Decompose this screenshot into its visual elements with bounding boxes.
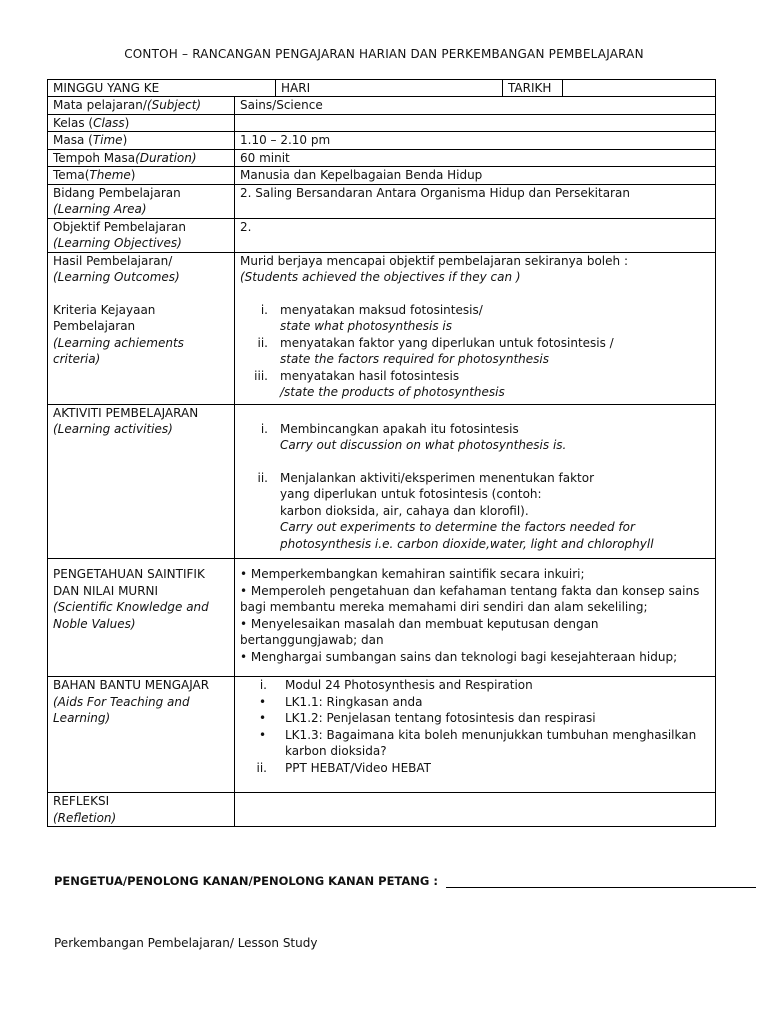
list-item: [240, 760, 710, 777]
item-text: menyatakan hasil fotosintesis: [280, 368, 460, 383]
aids-bullets: [240, 694, 710, 760]
header-row: [48, 80, 716, 97]
list-item: [240, 677, 710, 694]
time-label-en: Time: [92, 133, 123, 147]
item-text: PPT HEBAT/Video HEBAT: [285, 760, 431, 775]
outcomes-label-en: (Learning Outcomes): [53, 270, 180, 284]
activities-list: [240, 421, 710, 454]
theme-value: Manusia dan Kepelbagaian Benda Hidup: [235, 167, 716, 185]
activities-label: AKTIVITI PEMBELAJARAN: [53, 405, 199, 420]
duration-label: Tempoh Masa: [53, 150, 136, 165]
item-text-en: state what photosynthesis is: [280, 319, 453, 333]
theme-row: [48, 167, 716, 185]
item-text: karbon dioksida, air, cahaya dan klorofil).: [280, 503, 529, 518]
reflection-label: REFLEKSI: [53, 794, 110, 808]
signature-blank: [446, 887, 756, 888]
outcomes-intro: Murid berjaya mencapai objektif pembelajaran sekiranya boleh :: [240, 253, 628, 268]
aids-label-en: (Aids For Teaching and: [53, 694, 190, 709]
item-number: i.: [260, 302, 268, 317]
activities-list-2: [240, 470, 710, 553]
item-text-en: /state the products of photosynthesis: [280, 385, 505, 399]
tarikh-label: TARIKH: [503, 80, 563, 96]
hari-label: HARI: [276, 80, 503, 96]
outcomes-label: Hasil Pembelajaran/: [53, 253, 173, 268]
item-text-en: photosynthesis i.e. carbon dioxide,water, light and chlorophyll: [280, 536, 654, 551]
aids-list: [240, 677, 710, 694]
list-item: [240, 421, 710, 454]
duration-row: [48, 149, 716, 167]
theme-label: Tema(: [53, 168, 90, 182]
values-label-en: (Scientific Knowledge and: [53, 600, 209, 614]
values-label: PENGETAHUAN SAINTIFIK: [53, 567, 205, 581]
criteria-label-b: Pembelajaran: [53, 319, 136, 333]
item-number: i.: [260, 421, 268, 436]
values-item: • Menyelesaikan masalah dan membuat keputusan dengan bertanggungjawab; dan: [240, 616, 599, 647]
item-number: i.: [259, 678, 267, 692]
time-label-end: ): [122, 133, 128, 147]
reflection-label-en: (Refletion): [53, 810, 117, 825]
area-label: Bidang Pembelajaran: [53, 185, 181, 200]
outcomes-row: [48, 252, 716, 404]
subject-label-en: (Subject): [146, 98, 202, 112]
time-label: Masa (: [53, 133, 93, 147]
item-number: iii.: [254, 368, 268, 383]
aids-list-2: [240, 760, 710, 777]
list-item: [240, 727, 710, 760]
values-label-en-b: Noble Values): [53, 616, 136, 631]
objectives-value: 2.: [235, 218, 716, 252]
aids-row: [48, 677, 716, 793]
class-row: [48, 114, 716, 132]
list-item: [240, 694, 710, 711]
list-item: [240, 368, 710, 401]
class-label-end: ): [124, 115, 130, 130]
signature-line: [54, 874, 756, 888]
aids-label: BAHAN BANTU MENGAJAR: [53, 678, 210, 692]
area-value: 2. Saling Bersandaran Antara Organisma Hidup dan Persekitaran: [235, 184, 716, 218]
lesson-plan-table: [47, 79, 716, 827]
values-label-b: DAN NILAI MURNI: [53, 583, 159, 598]
activities-label-en: (Learning activities): [53, 422, 173, 436]
item-text: Membincangkan apakah itu fotosintesis: [280, 421, 519, 436]
objectives-row: [48, 218, 716, 252]
item-text-en: Carry out experiments to determine the factors needed for: [280, 520, 635, 534]
bullet-icon: •: [258, 694, 267, 709]
criteria-label-en-b: criteria): [53, 352, 101, 366]
item-text-en: state the factors required for photosynthesis: [280, 352, 549, 366]
reflection-row: [48, 793, 716, 827]
aids-label-en-b: Learning): [53, 711, 111, 725]
item-text: Modul 24 Photosynthesis and Respiration: [285, 678, 533, 692]
bullet-icon: •: [258, 727, 267, 742]
item-number: ii.: [257, 470, 268, 485]
objectives-label-en: (Learning Objectives): [53, 236, 182, 250]
item-text: LK1.1: Ringkasan anda: [285, 694, 423, 709]
theme-label-end: ): [130, 168, 136, 182]
duration-value: 60 minit: [235, 149, 716, 167]
objectives-label: Objektif Pembelajaran: [53, 219, 186, 234]
learning-area-row: [48, 184, 716, 218]
tarikh-value: [563, 80, 715, 96]
outcomes-list: [240, 302, 710, 401]
item-text-en: Carry out discussion on what photosynthesis is.: [280, 438, 567, 452]
reflection-value: [235, 793, 716, 827]
item-text: LK1.3: Bagaimana kita boleh menunjukkan tumbuhan menghasilkan karbon dioksida?: [285, 727, 697, 758]
subject-row: [48, 97, 716, 115]
outcomes-intro-en: (Students achieved the objectives if they can ): [240, 270, 521, 284]
item-text: menyatakan faktor yang diperlukan untuk fotosintesis /: [280, 335, 614, 350]
minggu-label: MINGGU YANG KE: [48, 80, 276, 96]
item-text: menyatakan maksud fotosintesis/: [280, 302, 483, 317]
activities-row: [48, 404, 716, 559]
item-text: Menjalankan aktiviti/eksperimen menentukan faktor: [280, 470, 595, 485]
class-value: [235, 114, 716, 132]
criteria-label: Kriteria Kejayaan: [53, 302, 156, 317]
list-item: [240, 710, 710, 727]
class-label-en: Class: [93, 115, 125, 130]
duration-label-en: (Duration): [135, 150, 197, 165]
values-item: • Memperoleh pengetahuan dan kefahaman tentang fakta dan konsep sains bagi membantu mereka memahami diri sendiri dan alam sekeliling;: [240, 583, 700, 614]
subject-label: Mata pelajaran/: [53, 98, 147, 112]
page-title: CONTOH – RANCANGAN PENGAJARAN HARIAN DAN PERKEMBANGAN PEMBELAJARAN: [124, 47, 644, 61]
area-label-en: (Learning Area): [53, 202, 147, 216]
time-row: [48, 132, 716, 150]
signature-label: PENGETUA/PENOLONG KANAN/PENOLONG KANAN PETANG :: [54, 874, 442, 888]
item-text: yang diperlukan untuk fotosintesis (contoh:: [280, 487, 542, 501]
item-number: ii.: [257, 335, 268, 350]
theme-label-en: Theme: [89, 168, 131, 182]
footer-text: Perkembangan Pembelajaran/ Lesson Study: [54, 936, 318, 950]
values-row: [48, 559, 716, 677]
class-label: Kelas (: [53, 115, 94, 130]
item-number: ii.: [256, 760, 267, 775]
time-value: 1.10 – 2.10 pm: [235, 132, 716, 150]
item-text: LK1.2: Penjelasan tentang fotosintesis dan respirasi: [285, 711, 596, 725]
list-item: [240, 470, 710, 553]
criteria-label-en: (Learning achiements: [53, 335, 184, 350]
values-item: • Menghargai sumbangan sains dan teknologi bagi kesejahteraan hidup;: [240, 649, 678, 664]
values-item: • Memperkembangkan kemahiran saintifik secara inkuiri;: [240, 567, 585, 581]
bullet-icon: •: [258, 711, 267, 725]
subject-value: Sains/Science: [235, 97, 716, 115]
list-item: [240, 335, 710, 368]
list-item: [240, 302, 710, 335]
